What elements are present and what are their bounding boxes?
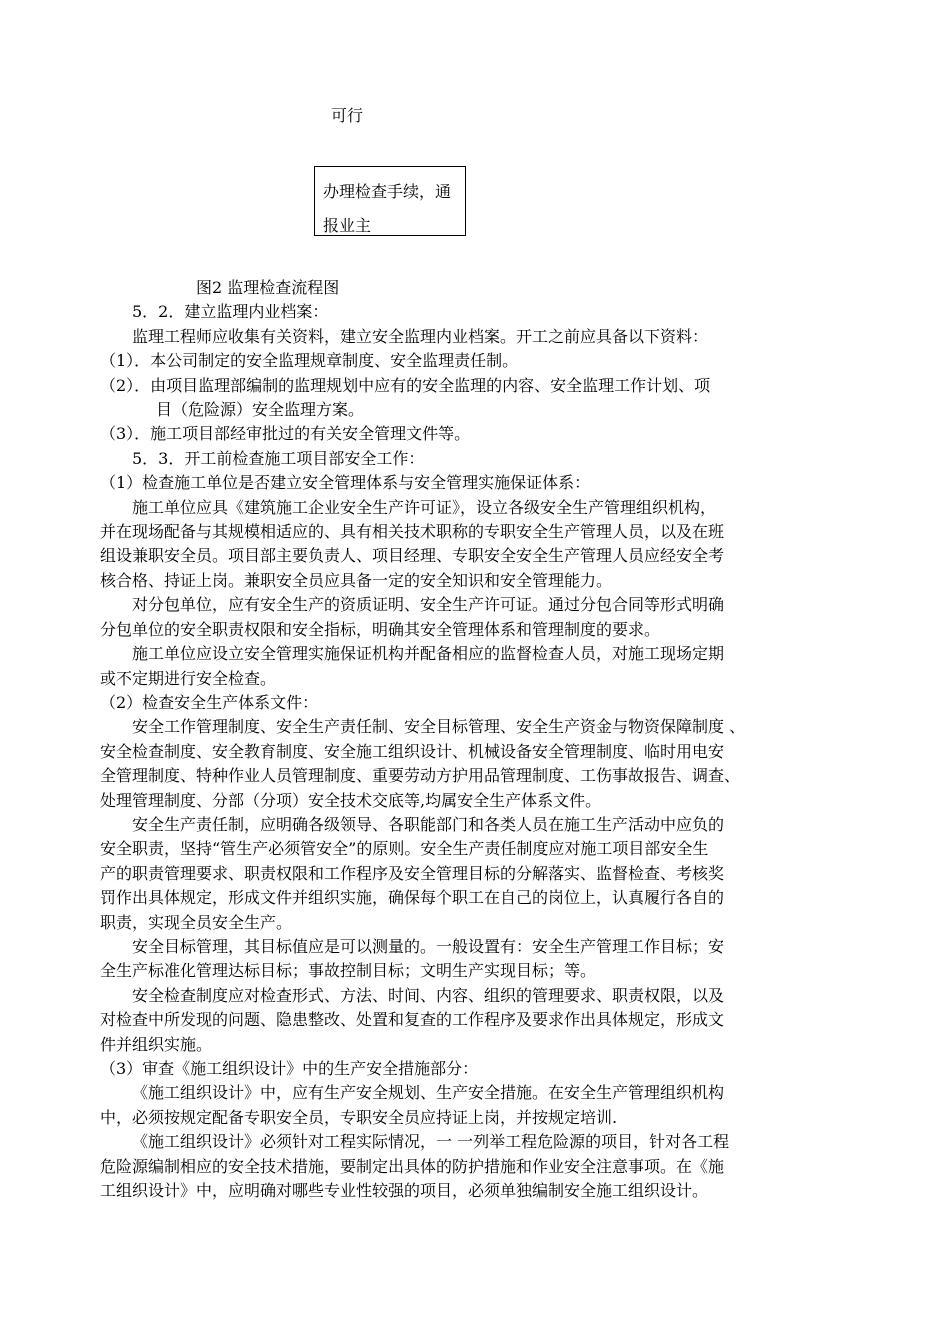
flowchart-box-line2: 报业主: [323, 216, 372, 235]
paragraph-line: 对分包单位，应有安全生产的资质证明、安全生产许可证。通过分包合同等形式明确: [132, 595, 725, 615]
subsection-heading: （2）检查安全生产体系文件：: [100, 692, 319, 712]
paragraph-line: 全生产标准化管理达标目标；事故控制目标；文明生产实现目标；等。: [100, 961, 597, 981]
paragraph-line: 监理工程师应收集有关资料，建立安全监理内业档案。开工之前应具备以下资料：: [132, 326, 709, 346]
paragraph-line: 安全生产责任制，应明确各级领导、各职能部门和各类人员在施工生产活动中应负的: [132, 814, 725, 834]
list-item-continuation: 目（危险源）安全监理方案。: [156, 400, 365, 420]
document-body: [100, 276, 860, 1203]
flow-label-feasible: 可行: [331, 106, 364, 125]
paragraph-line: 危险源编制相应的安全技术措施，要制定出具体的防护措施和作业安全注意事项。在《施: [100, 1156, 725, 1176]
paragraph-line: 件并组织实施。: [100, 1034, 213, 1054]
paragraph-line: 职责，实现全员安全生产。: [100, 912, 293, 932]
paragraph-line: 或不定期进行安全检查。: [100, 668, 277, 688]
section-heading: 5．2．建立监理内业档案：: [132, 302, 329, 322]
paragraph-line: 产的职责管理要求、职责权限和工作程序及安全管理目标的分解落实、监督检查、考核奖: [100, 863, 725, 883]
paragraph-line: 处理管理制度、分部（分项）安全技术交底等,均属安全生产体系文件。: [100, 790, 602, 810]
paragraph-line: 施工单位应设立安全管理实施保证机构并配备相应的监督检查人员，对施工现场定期: [132, 644, 725, 664]
paragraph-line: 安全目标管理，其目标值应是可以测量的。一般设置有：安全生产管理工作目标；安: [132, 936, 725, 956]
section-heading: 5．3．开工前检查施工项目部安全工作：: [132, 448, 425, 468]
paragraph-line: 安全职责，坚持“管生产必须管安全”的原则。安全生产责任制度应对施工项目部安全生: [100, 839, 709, 859]
paragraph-line: 《施工组织设计》中，应有生产安全规划、生产安全措施。在安全生产管理组织机构: [132, 1083, 725, 1103]
paragraph-line: 全管理制度、特种作业人员管理制度、重要劳动方护用品管理制度、工伤事故报告、调查、: [100, 766, 741, 786]
subsection-heading: （3）审查《施工组织设计》中的生产安全措施部分：: [100, 1059, 479, 1078]
paragraph-line: 施工单位应具《建筑施工企业安全生产许可证》，设立各级安全生产管理组织机构，: [132, 497, 717, 517]
paragraph-line: 核合格、持证上岗。兼职安全员应具备一定的安全知识和安全管理能力。: [100, 570, 613, 590]
paragraph-line: 中，必须按规定配备专职安全员，专职安全员应持证上岗，并按规定培训.: [100, 1107, 618, 1127]
figure-caption: 图2 监理检查流程图: [196, 278, 340, 297]
paragraph-line: 罚作出具体规定，形成文件并组织实施，确保每个职工在自己的岗位上，认真履行各自的: [100, 888, 725, 908]
paragraph-line: 安全工作管理制度、安全生产责任制、安全目标管理、安全生产资金与物资保障制度 、: [132, 717, 746, 737]
list-item: （2）．由项目监理部编制的监理规划中应有的安全监理的内容、安全监理工作计划、项: [100, 375, 711, 395]
paragraph-line: 安全检查制度应对检查形式、方法、时间、内容、组织的管理要求、职责权限，以及: [132, 985, 725, 1005]
paragraph-line: 安全检查制度、安全教育制度、安全施工组织设计、机械设备安全管理制度、临时用电安: [100, 741, 725, 761]
paragraph-line: 对检查中所发现的问题、隐患整改、处置和复查的工作程序及要求作出具体规定，形成文: [100, 1010, 725, 1030]
list-item: （1）．本公司制定的安全监理规章制度、安全监理责任制。: [100, 351, 519, 371]
paragraph-line: 《施工组织设计》必须针对工程实际情况，一 一列举工程危险源的项目，针对各工程: [132, 1132, 730, 1152]
flowchart-box: [314, 166, 466, 236]
paragraph-line: 并在现场配备与其规模相适应的、具有相关技术职称的专职安全生产管理人员，以及在班: [100, 522, 725, 542]
paragraph-line: 分包单位的安全职责权限和安全指标，明确其安全管理体系和管理制度的要求。: [100, 619, 661, 639]
subsection-heading: （1）检查施工单位是否建立安全管理体系与安全管理实施保证体系：: [100, 473, 591, 493]
paragraph-line: 组设兼职安全员。项目部主要负责人、项目经理、专职安全安全生产管理人员应经安全考: [100, 546, 725, 566]
flowchart-box-line1: 办理检查手续，通: [323, 182, 452, 201]
paragraph-line: 工组织设计》中，应明确对哪些专业性较强的项目，必须单独编制安全施工组织设计。: [100, 1181, 709, 1201]
list-item: （3）．施工项目部经审批过的有关安全管理文件等。: [100, 424, 471, 444]
